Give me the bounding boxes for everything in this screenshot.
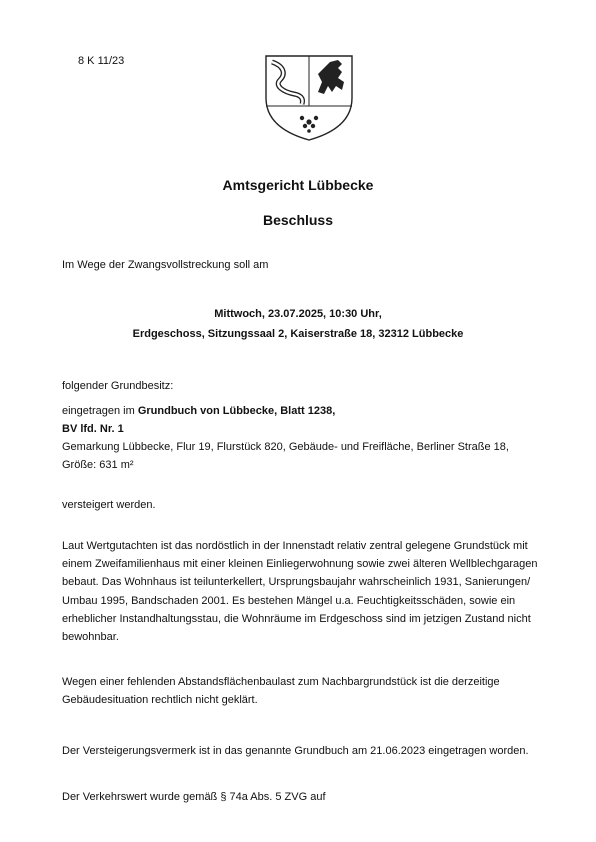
easement-paragraph: Wegen einer fehlenden Abstandsflächenbaulast zum Nachbargrundstück ist die derzeitige Gebäudesituation rechtlich nicht geklärt.: [62, 676, 500, 707]
document-type: Beschluss: [262, 212, 334, 228]
intro-text: Im Wege der Zwangsvollstreckung soll am: [62, 259, 269, 271]
auction-date: Mittwoch, 23.07.2025, 10:30 Uhr,: [214, 308, 382, 320]
parcel-description: Gemarkung Lübbecke, Flur 19, Flurstück 820, Gebäude- und Freifläche, Berliner Straße 18, Größe: 631 m²: [62, 441, 509, 472]
registry-reference: Grundbuch von Lübbecke, Blatt 1238,: [137, 405, 336, 417]
bv-number: BV lfd. Nr. 1: [62, 423, 124, 435]
registration-paragraph: Der Versteigerungsvermerk ist in das genannte Grundbuch am 21.06.2023 eingetragen worden.: [62, 745, 529, 757]
auction-location: Erdgeschoss, Sitzungssaal 2, Kaiserstraße 18, 32312 Lübbecke: [132, 328, 464, 340]
appraisal-paragraph: Laut Wertgutachten ist das nordöstlich in der Innenstadt relativ zentral gelegene Grundstück mit einem Zweifamilienhaus mit einer kleinen Einliegerwohnung sowie zwei älteren Wellblechgaragen bebaut. Das Wohnhaus ist teilunterkellert, Ursprungsbaujahr wahrscheinlich 1931, Sanierungen/ Umbau 1995, Bandschaden 2001. Es bestehen Mängel u.a. Feuchtigkeitsschäden, sowie ein erheblicher Instandhaltungsstau, die Wohnräume im Erdgeschoss sind im jetzigen Zustand nicht bewohnbar.: [62, 540, 538, 644]
registry-prefix: eingetragen im: [62, 405, 138, 417]
registry-line: [62, 402, 335, 420]
court-name: Amtsgericht Lübbecke: [222, 177, 374, 193]
case-number: 8 K 11/23: [78, 55, 125, 67]
auction-note: versteigert werden.: [62, 499, 156, 511]
coat-of-arms-icon: [258, 48, 360, 144]
property-intro: folgender Grundbesitz:: [62, 380, 174, 392]
market-value-text: Der Verkehrswert wurde gemäß § 74a Abs. 5 ZVG auf: [62, 791, 326, 803]
